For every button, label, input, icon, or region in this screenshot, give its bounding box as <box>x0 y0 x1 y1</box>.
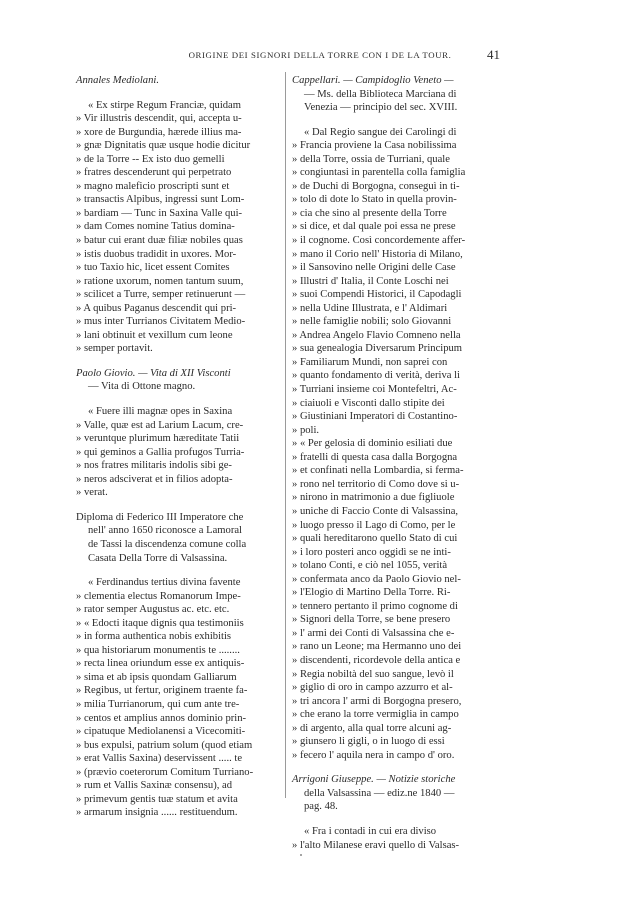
text-line: » « Per gelosia di dominio esiliati due <box>292 438 453 450</box>
text-line: » Valle, quæ est ad Larium Lacum, cre- <box>76 419 244 431</box>
text-line: » ciaiuoli e Visconti dallo stipite dei <box>292 397 445 409</box>
text-line: » nirono in matrimonio a due figliuole <box>292 492 455 504</box>
text-line: » Turriani insieme coi Montefeltri, Ac- <box>292 384 457 396</box>
text-line: » giunsero li gigli, o in luogo di essi <box>292 736 445 748</box>
text-line: » nella Udine Illustrata, e l' Aldimari <box>292 302 448 314</box>
text-line: » discendenti, ricordevole della antica e <box>292 654 461 666</box>
text-line: » de la Torre -- Ex isto duo gemelli <box>76 153 225 165</box>
text-line: » congiuntasi in parentella colla famiglia <box>292 167 466 179</box>
text-line: » Francia proviene la Casa nobilissima <box>292 140 457 152</box>
text-line: » sua genealogia Diversarum Principum <box>292 343 463 355</box>
text-line: » Regibus, ut fertur, originem traente fa- <box>76 685 248 697</box>
paragraph-gap <box>76 500 276 511</box>
text-line: » di argento, alla qual torre alcuni ag- <box>292 722 452 734</box>
text-line: » gnæ Dignitatis quæ usque hodie dicitur <box>76 140 251 152</box>
text-line: » neros adsciverat et in filios adopta- <box>76 473 233 485</box>
text-line: « Fuere illi magnæ opes in Saxina <box>88 406 233 418</box>
text-line: » l'Elogio di Martino Della Torre. Ri- <box>292 587 451 599</box>
text-line: » si dice, et dal quale poi essa ne prese <box>292 221 456 233</box>
text-line: » Illustri d' Italia, il Conte Loschi nei <box>292 275 449 287</box>
text-line: della Valsassina — ediz.ne 1840 — <box>304 787 455 799</box>
text-line: » poli. <box>292 424 320 436</box>
text-line: » i loro posteri anco oggidì se ne inti- <box>292 546 451 558</box>
text-line: » quanto fondamento di verità, deriva li <box>292 370 460 382</box>
text-line: » l'alto Milanese eravi quello di Valsas- <box>292 839 460 851</box>
text-line: » mano il Corio nell' Historia di Milano, <box>292 248 463 260</box>
text-line: Arrigoni Giuseppe. — Notizie storiche <box>292 774 456 786</box>
text-line: » veruntque plurimum hæreditate Tatii <box>76 433 240 445</box>
text-line: » semper portavit. <box>76 343 153 355</box>
text-line: » verat. <box>76 487 108 499</box>
paragraph-gap <box>76 356 276 367</box>
text-line: » della Torre, ossia de Turriani, quale <box>292 153 450 165</box>
text-line: » mus inter Turrianos Civitatem Medio- <box>76 316 246 328</box>
text-line: » tennero pertanto il primo cognome di <box>292 600 458 612</box>
text-line: » scilicet a Turre, semper retinuerunt — <box>76 289 246 301</box>
text-line: » uniche di Faccio Conte di Valsassina, <box>292 505 459 517</box>
text-line: » centos et amplius annos dominio prin- <box>76 712 247 724</box>
text-line: » tuo Taxio hic, licet essent Comites <box>76 262 230 274</box>
text-line: » dam Comes nomine Tatius domina- <box>76 221 235 233</box>
paragraph-gap <box>76 565 276 576</box>
text-line: » in forma authentica nobis exhibitis <box>76 631 232 643</box>
text-line: » tri ancora l' armi di Borgogna presero, <box>292 695 462 707</box>
text-line: » bus expulsi, patrium solum (quod etiam <box>76 739 253 751</box>
text-line: » de Duchi di Borgogna, conseguì in ti- <box>292 180 460 192</box>
running-title: ORIGINE DEI SIGNORI DELLA TORRE CON I DE LA TOUR. <box>188 50 452 60</box>
paragraph-gap <box>292 814 502 825</box>
text-line: » Regia nobiltà del suo sangue, levò il <box>292 668 454 680</box>
text-line: » quali hereditarono quello Stato di cui <box>292 533 458 545</box>
text-line: « Dal Regio sangue dei Carolingi di <box>304 126 457 138</box>
text-line: » rono nel territorio di Como dove si u- <box>292 478 460 490</box>
text-line: » lani obtinuit et vexillum cum leone <box>76 329 233 341</box>
text-line: » (prævio coeterorum Comitum Turriano- <box>76 766 254 778</box>
text-line: » milia Turrianorum, qui cum ante tre- <box>76 698 240 710</box>
left-column <box>76 74 276 820</box>
text-line: nell' anno 1650 riconosce a Lamoral <box>88 525 242 537</box>
text-line: » luogo presso il Lago di Como, per le <box>292 519 456 531</box>
text-line: » armarum insignia ...... restituendum. <box>76 807 238 819</box>
text-line: » « Edocti itaque dignis qua testimoniis <box>76 617 244 629</box>
text-line: » xore de Burgundia, hærede illius ma- <box>76 126 242 138</box>
text-line: » istis duobus tradidit in uxores. Mor- <box>76 248 237 260</box>
text-line: » Vir illustris descendit, qui, accepta u- <box>76 113 242 125</box>
text-line: » A quibus Paganus descendit qui pri- <box>76 302 237 314</box>
text-line: » recta linea oriundum esse ex antiquis- <box>76 658 245 670</box>
column-divider <box>285 72 286 798</box>
paragraph-gap <box>292 762 502 773</box>
text-line: » rano un Leone; ma Hermanno uno dei <box>292 641 462 653</box>
paragraph-gap <box>76 88 276 99</box>
text-line: Venezia — principio del sec. XVIII. <box>304 102 458 114</box>
text-line: » cipatuque Mediolanensi a Vicecomiti- <box>76 726 246 738</box>
text-line: » rum et Vallis Saxinæ consensu), ad <box>76 780 233 792</box>
page-number: 41 <box>487 47 500 62</box>
text-line: Casata Della Torre di Valsassina. <box>88 552 228 564</box>
text-line: » magno maleficio proscripti sunt et <box>76 180 230 192</box>
text-line: » et confinati nella Lombardia, si ferma- <box>292 465 464 477</box>
text-line: » transactis Alpibus, ingressi sunt Lom- <box>76 194 245 206</box>
text-line: » il Sansovino nelle Origini delle Case <box>292 262 456 274</box>
text-line: » giglio di oro in campo azzurro et al- <box>292 682 453 694</box>
text-line: » qui geminos a Gallia profugos Turria- <box>76 446 245 458</box>
text-line: Paolo Giovio. — Vita di XII Visconti <box>76 367 231 379</box>
paragraph-gap <box>76 394 276 405</box>
text-line: » fratelli di questa casa dalla Borgogna <box>292 451 458 463</box>
text-line: » nos fratres militaris indolis sibi ge- <box>76 460 232 472</box>
text-line: Cappellari. — Campidoglio Veneto — <box>292 75 454 86</box>
text-line: — Vita di Ottone magno. <box>88 381 196 393</box>
text-line: » tolo di dote lo Stato in quella provin- <box>292 194 457 206</box>
text-line: » Giustiniani Imperatori di Costantino- <box>292 411 458 423</box>
text-line: pag. 48. <box>304 801 338 813</box>
text-line: » Familiarum Mundi, non saprei con <box>292 356 448 368</box>
text-line: » ratione uxorum, nomen tantum suum, <box>76 275 244 287</box>
text-line: de Tassi la discendenza comune colla <box>88 538 247 550</box>
text-line: » fecero l' aquila nera in campo d' oro. <box>292 749 455 761</box>
text-line: « Ex stirpe Regum Franciæ, quidam <box>88 99 241 111</box>
text-line: » sima et ab ipsis quondam Galliarum <box>76 671 237 683</box>
text-line: » il cognome. Così concordemente affer- <box>292 235 466 247</box>
text-line: » rator semper Augustus ac. etc. etc. <box>76 604 230 616</box>
text-line: » tolano Conti, e ciò nel 1055, verità <box>292 560 448 572</box>
text-line: » primevum gentis tuæ statum et avita <box>76 793 238 805</box>
paper-speck <box>300 854 302 856</box>
text-line: » bardiam — Tunc in Saxina Valle qui- <box>76 207 243 219</box>
text-line: » Andrea Angelo Flavio Comneno nella <box>292 329 461 341</box>
text-line: » confermata anco da Paolo Giovio nel- <box>292 573 461 585</box>
text-line: » cia che sino al presente della Torre <box>292 207 447 219</box>
paragraph-gap <box>292 115 502 126</box>
text-line: » suoi Compendi Historici, il Capodagli <box>292 289 462 301</box>
text-line: « Ferdinandus tertius divina favente <box>88 577 241 589</box>
text-line: » che erano la torre vermiglia in campo <box>292 709 459 721</box>
text-line: Diploma di Federico III Imperatore che <box>76 511 244 523</box>
text-line: » batur cui erant duæ filiæ nobiles quas <box>76 235 243 247</box>
text-line: » erat Vallis Saxina) deservissent ..... te <box>76 753 243 765</box>
text-line: » clementia electus Romanorum Impe- <box>76 590 241 602</box>
text-line: » nelle famiglie nobili; solo Giovanni <box>292 316 452 328</box>
right-column <box>292 74 502 852</box>
text-line: Annales Mediolani. <box>76 75 159 86</box>
text-line: » fratres descenderunt qui perpetrato <box>76 167 232 179</box>
text-line: » qua historiarum monumentis te ........ <box>76 644 240 656</box>
text-line: — Ms. della Biblioteca Marciana di <box>304 88 457 100</box>
text-line: » l' armi dei Conti di Valsassina che e- <box>292 627 455 639</box>
text-line: « Fra i contadi in cui era diviso <box>304 825 437 837</box>
text-line: » Signori della Torre, se bene presero <box>292 614 451 626</box>
